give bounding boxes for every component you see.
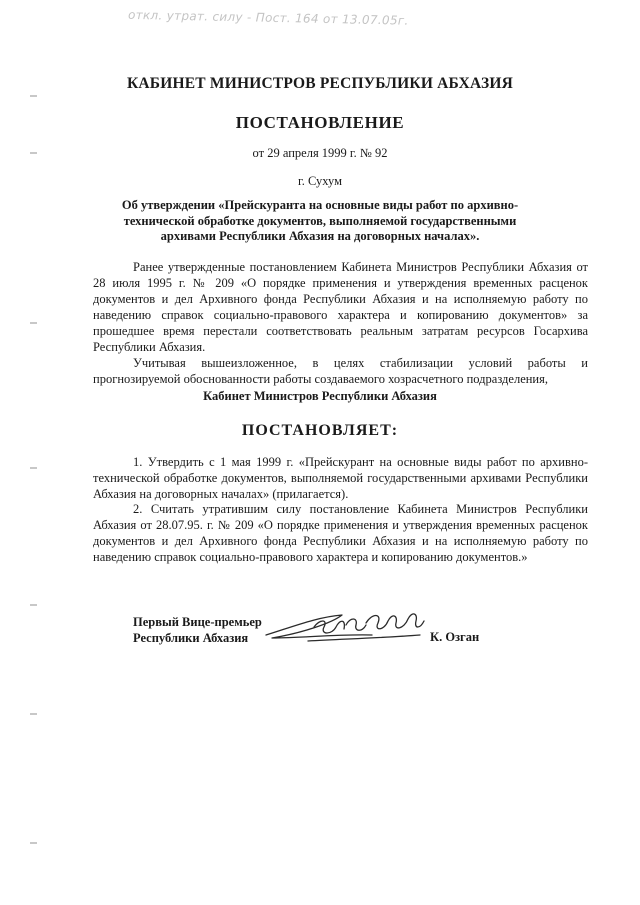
signer-title-line-2: Республики Абхазия bbox=[133, 631, 249, 645]
decree-item-1: 1. Утвердить с 1 мая 1999 г. «Прейскурант на основные виды работ по архивно-технической обработке документов, выполняемой государственными архивами Республики Абхазия на договорных началах» (прилагается). bbox=[93, 455, 588, 501]
scan-mark bbox=[30, 322, 37, 324]
preamble-paragraph-2: Учитывая вышеизложенное, в целях стабилизации условий работы и прогнозируемой обоснованности работы создаваемого хозрасчетного подразделения, bbox=[93, 356, 588, 386]
preamble-paragraph-1: Ранее утвержденные постановлением Кабинета Министров Республики Абхазия от 28 июля 1995 г. № 209 «О порядке применения и утверждения временных расценок документов и дел Архивного фонда Республики Абхазия и на исполняемую работу по наведению справок социально-правового характера и копированию документов» за прошедшее время перестали соответствовать реальным затратам ресурсов Госархива Республики Абхазия. bbox=[93, 260, 588, 354]
handwritten-note: откл. утрат. силу - Пост. 164 от 13.07.05г. bbox=[127, 7, 409, 28]
handwritten-signature bbox=[262, 605, 427, 650]
scan-mark bbox=[30, 467, 37, 469]
decree-heading: ПОСТАНОВЛЯЕТ: bbox=[241, 422, 399, 439]
issuing-body: КАБИНЕТ МИНИСТРОВ РЕСПУБЛИКИ АБХАЗИЯ bbox=[126, 75, 514, 92]
decree-item-2: 2. Считать утратившим силу постановление Кабинета Министров Республики Абхазия от 28.07.95. г. № 209 «О порядке применения и утверждения временных расценок документов и дел Архивного фонда Республики Абхазия и на исполняемую работу по наведению справок социально-правового характера и копированию документов.» bbox=[93, 502, 588, 564]
resolvent-body: Кабинет Министров Республики Абхазия bbox=[203, 389, 437, 403]
signer-title bbox=[133, 614, 262, 646]
scan-mark bbox=[30, 604, 37, 606]
document-type: ПОСТАНОВЛЕНИЕ bbox=[235, 113, 405, 132]
scan-mark bbox=[30, 95, 37, 97]
document-subject: Об утверждении «Прейскуранта на основные виды работ по архивно-технической обработке документов, выполняемой государственными архивами Республики Абхазия на договорных началах». bbox=[121, 198, 519, 243]
scan-mark bbox=[30, 713, 37, 715]
city: г. Сухум bbox=[297, 174, 342, 188]
signer-title-line-1: Первый Вице-премьер bbox=[133, 615, 262, 629]
scan-mark bbox=[30, 842, 37, 844]
signer-name: К. Озган bbox=[430, 630, 480, 644]
date-and-number: от 29 апреля 1999 г. № 92 bbox=[252, 146, 388, 160]
